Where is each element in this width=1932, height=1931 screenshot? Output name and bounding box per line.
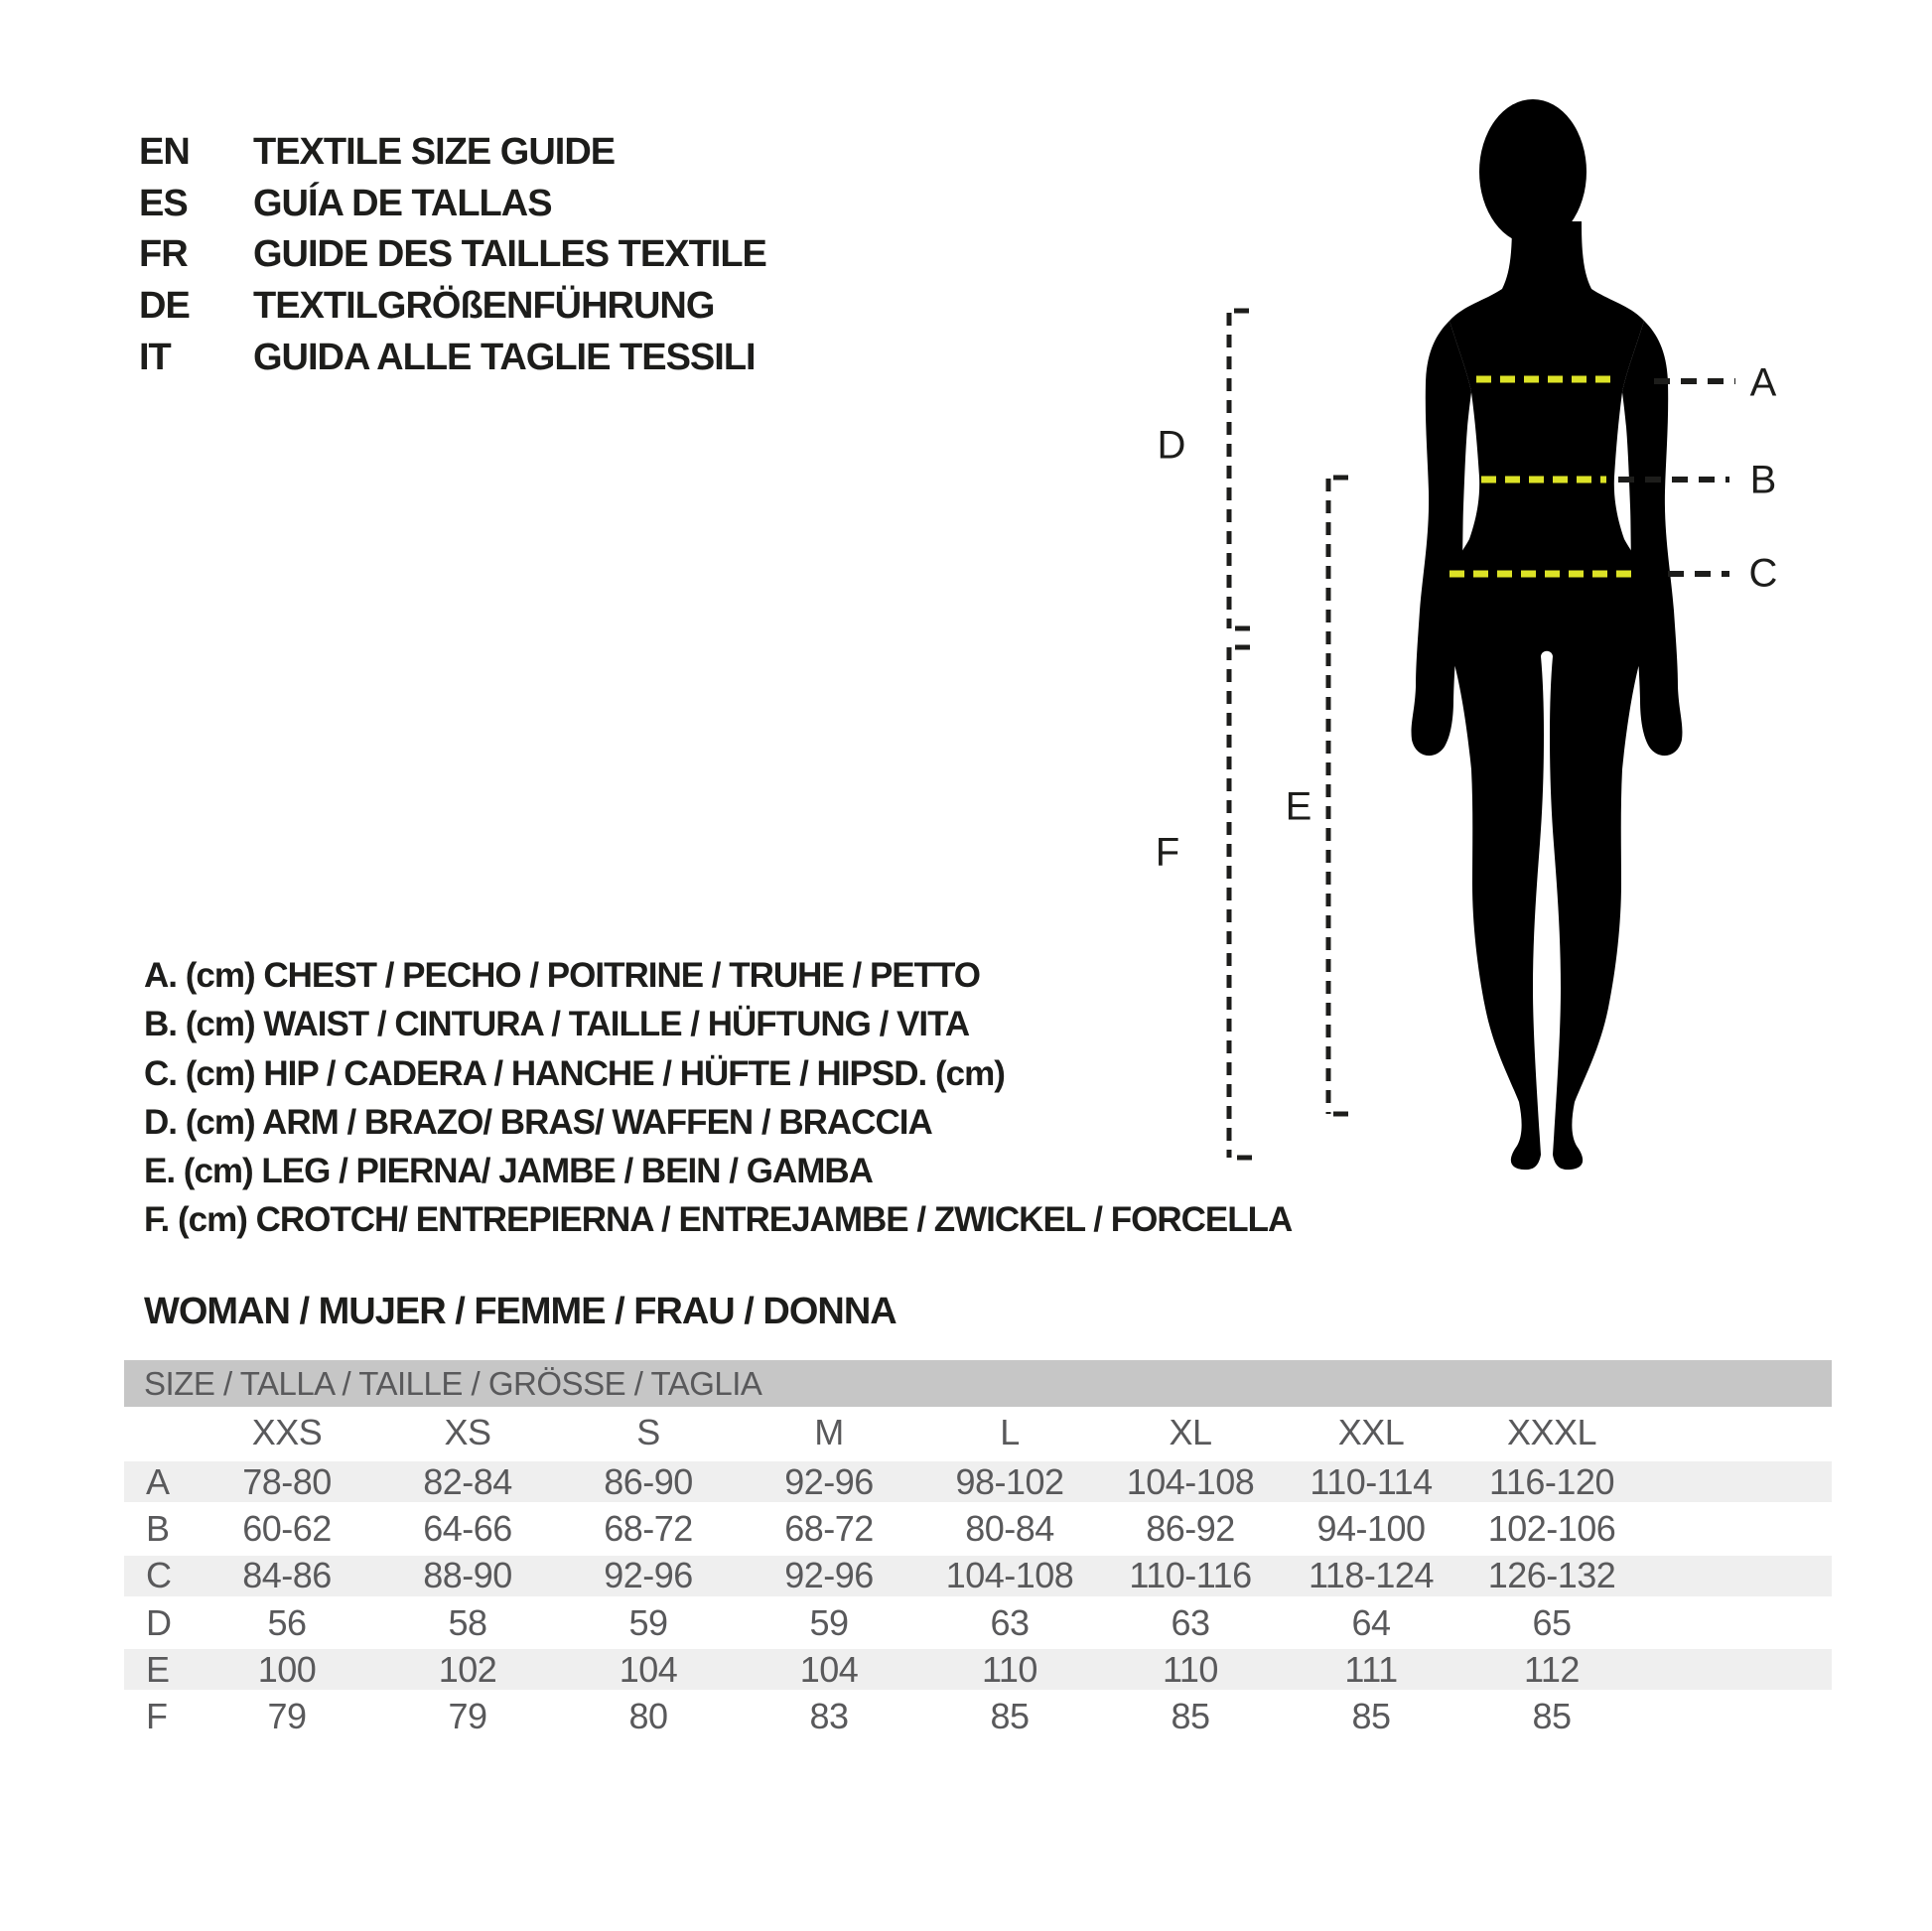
column-header: L: [1000, 1412, 1020, 1452]
table-value: 110-114: [1310, 1460, 1433, 1502]
size-table: [124, 1360, 1832, 1740]
measurement-legend: [144, 951, 1292, 1245]
table-row: [124, 1553, 1832, 1599]
table-value: 59: [628, 1601, 668, 1643]
guide-title: TEXTILGRÖßENFÜHRUNG: [253, 285, 715, 328]
table-value: 110: [1163, 1648, 1218, 1690]
table-value: 104: [799, 1648, 859, 1690]
table-value: 80-84: [965, 1507, 1054, 1549]
table-row: [124, 1599, 1832, 1646]
size-table-header-bar-text: SIZE / TALLA / TAILLE / GRÖSSE / TAGLIA: [144, 1364, 762, 1402]
table-value: 104-108: [945, 1555, 1074, 1596]
language-code: ES: [139, 182, 188, 224]
language-code: FR: [139, 233, 188, 276]
column-header: XL: [1169, 1412, 1212, 1452]
chest-label: A: [1749, 360, 1777, 405]
table-value: 80: [628, 1696, 668, 1737]
gender-heading: WOMAN / MUJER / FEMME / FRAU / DONNA: [144, 1291, 897, 1332]
table-value: 84-86: [242, 1555, 332, 1596]
size-table-column-header-row: [124, 1407, 1832, 1458]
table-value: 85: [1532, 1696, 1572, 1737]
table-value: 59: [809, 1601, 849, 1643]
row-label: A: [146, 1460, 170, 1502]
leg-label: E: [1285, 784, 1312, 829]
table-value: 63: [1171, 1601, 1210, 1643]
waist-label: B: [1749, 458, 1777, 502]
table-value: 92-96: [784, 1555, 874, 1596]
table-value: 88-90: [423, 1555, 512, 1596]
language-code: DE: [139, 285, 190, 328]
table-value: 79: [267, 1696, 307, 1737]
table-value: 64-66: [423, 1507, 512, 1549]
table-value: 104-108: [1126, 1460, 1255, 1502]
table-value: 92-96: [604, 1555, 693, 1596]
table-value: 126-132: [1487, 1555, 1616, 1596]
table-value: 116-120: [1489, 1460, 1614, 1502]
column-header: XXXL: [1506, 1412, 1597, 1452]
column-header: XXS: [251, 1412, 323, 1452]
table-value: 60-62: [242, 1507, 332, 1549]
table-value: 68-72: [784, 1507, 874, 1549]
hip-label: C: [1748, 551, 1778, 596]
table-value: 85: [1171, 1696, 1210, 1737]
table-value: 102: [438, 1648, 497, 1690]
table-value: 86-92: [1146, 1507, 1235, 1549]
guide-title: GUIDA ALLE TAGLIE TESSILI: [253, 336, 756, 378]
column-header: XS: [444, 1412, 491, 1452]
size-table-header-bar: [124, 1360, 1832, 1407]
table-value: 86-90: [604, 1460, 693, 1502]
table-value: 85: [990, 1696, 1030, 1737]
guide-title: TEXTILE SIZE GUIDE: [253, 131, 616, 173]
table-value: 110: [982, 1648, 1037, 1690]
legend-line-leg: E. (cm) LEG / PIERNA/ JAMBE / BEIN / GAMBA: [144, 1152, 873, 1191]
table-value: 104: [619, 1648, 678, 1690]
table-value: 56: [267, 1601, 307, 1643]
table-value: 63: [990, 1601, 1030, 1643]
legend-line-waist: B. (cm) WAIST / CINTURA / TAILLE / HÜFTUNG / VITA: [144, 1005, 970, 1044]
table-value: 94-100: [1316, 1507, 1426, 1549]
column-header: M: [814, 1412, 844, 1452]
row-label: B: [146, 1507, 170, 1549]
guide-title: GUIDE DES TAILLES TEXTILE: [253, 233, 766, 276]
legend-line-hip: C. (cm) HIP / CADERA / HANCHE / HÜFTE / HIPSD. (cm): [144, 1053, 1005, 1093]
row-label: E: [146, 1648, 170, 1690]
table-value: 111: [1344, 1648, 1398, 1690]
language-code: EN: [139, 131, 190, 173]
table-value: 83: [809, 1696, 849, 1737]
table-value: 118-124: [1309, 1555, 1434, 1596]
guide-title: GUÍA DE TALLAS: [253, 182, 552, 224]
row-label: F: [146, 1696, 168, 1737]
table-value: 58: [448, 1601, 487, 1643]
arm-label: D: [1157, 423, 1186, 468]
table-value: 98-102: [955, 1460, 1064, 1502]
table-value: 102-106: [1487, 1507, 1616, 1549]
table-row: [124, 1505, 1832, 1552]
row-label: C: [146, 1555, 172, 1596]
table-value: 64: [1351, 1601, 1391, 1643]
table-row: [124, 1458, 1832, 1505]
column-header: S: [636, 1412, 660, 1452]
table-value: 79: [448, 1696, 487, 1737]
table-value: 68-72: [604, 1507, 693, 1549]
row-label: D: [146, 1601, 172, 1643]
table-value: 85: [1351, 1696, 1391, 1737]
column-header: XXL: [1337, 1412, 1405, 1452]
table-value: 110-116: [1129, 1555, 1252, 1596]
table-value: 100: [257, 1648, 317, 1690]
crotch-label: F: [1155, 830, 1180, 875]
table-value: 65: [1532, 1601, 1572, 1643]
table-value: 82-84: [423, 1460, 512, 1502]
language-code: IT: [139, 336, 171, 378]
legend-line-crotch: F. (cm) CROTCH/ ENTREPIERNA / ENTREJAMBE / ZWICKEL / FORCELLA: [144, 1200, 1293, 1240]
table-value: 78-80: [242, 1460, 332, 1502]
legend-line-arm: D. (cm) ARM / BRAZO/ BRAS/ WAFFEN / BRACCIA: [144, 1102, 932, 1142]
legend-line-chest: A. (cm) CHEST / PECHO / POITRINE / TRUHE / PETTO: [144, 956, 981, 995]
table-value: 92-96: [784, 1460, 874, 1502]
table-row: [124, 1646, 1832, 1693]
table-row: [124, 1693, 1832, 1739]
table-value: 112: [1524, 1648, 1580, 1690]
